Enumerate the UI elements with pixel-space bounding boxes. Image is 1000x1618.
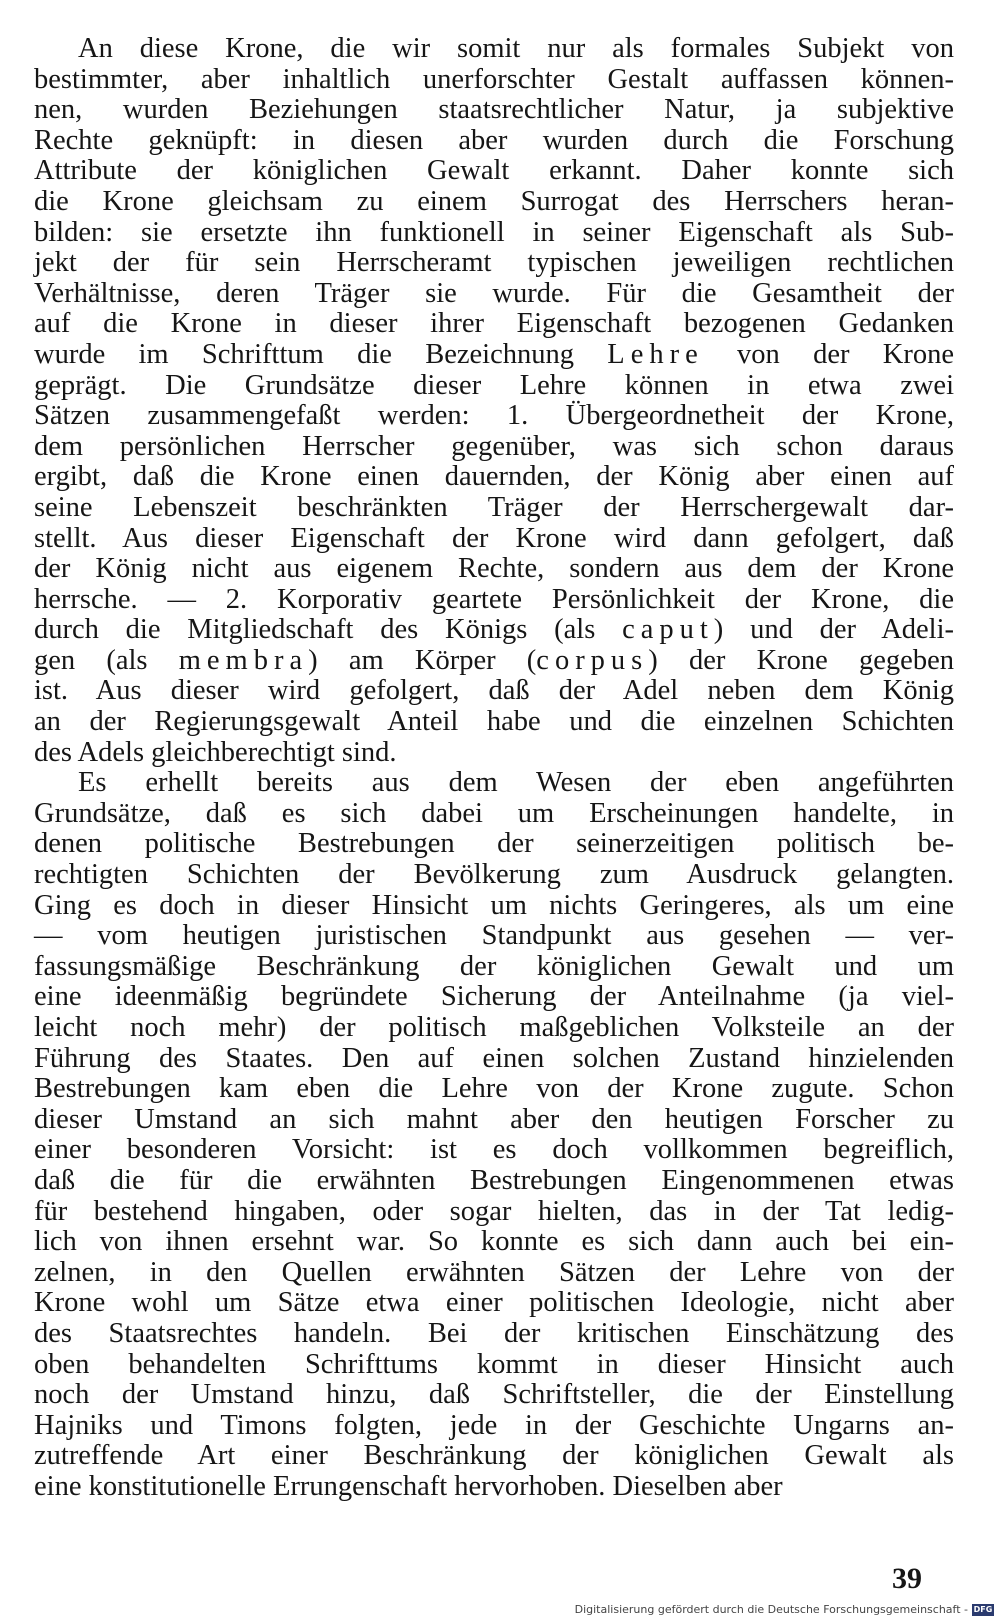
paragraph-1	[34, 34, 954, 768]
paragraph-2	[34, 768, 954, 1502]
text-line: ergibt, daß die Krone einen dauernden, der König aber einen auf	[34, 461, 954, 493]
text-line: denen politische Bestrebungen der seinerzeitigen politisch be-	[34, 828, 954, 860]
text-line: leicht noch mehr) der politisch maßgeblichen Volksteile an der	[34, 1012, 954, 1043]
text-line: an der Regierungsgewalt Anteil habe und die einzelnen Schichten	[34, 706, 954, 738]
text-segment: ) der Krone gegeben	[648, 644, 954, 676]
text-segment: wurde im Schrifttum die Bezeichnung	[34, 338, 608, 370]
text-line: oben behandelten Schrifttums kommt in dieser Hinsicht auch	[34, 1348, 954, 1380]
page-body	[34, 34, 954, 1503]
text-line: jekt der für sein Herrscheramt typischen jeweiligen rechtlichen	[34, 247, 954, 279]
text-line: nen, wurden Beziehungen staatsrechtlicher Natur, ja subjektive	[34, 94, 954, 126]
text-line	[34, 646, 954, 677]
text-line: noch der Umstand hinzu, daß Schriftsteller, die der Einstellung	[34, 1379, 954, 1411]
footer-credit-text: Digitalisierung gefördert durch die Deutsche Forschungsgemeinschaft -	[574, 1603, 968, 1616]
spaced-term: caput	[622, 614, 714, 646]
text-line: auf die Krone in dieser ihrer Eigenschaft bezogenen Gedanken	[34, 308, 954, 340]
text-line: des Staatsrechtes handeln. Bei der kritischen Einschätzung des	[34, 1317, 954, 1349]
text-line: An diese Krone, die wir somit nur als formales Subjekt von	[78, 33, 954, 64]
page-number: 39	[892, 1562, 922, 1595]
text-line	[34, 340, 954, 371]
text-segment: ) und der Adeli-	[713, 614, 954, 646]
text-line: Hajniks und Timons folgten, jede in der Geschichte Ungarns an-	[34, 1409, 954, 1441]
text-line: zelnen, in den Quellen erwähnten Sätzen der Lehre von der	[34, 1256, 954, 1288]
text-line: für bestehend hingaben, oder sogar hielten, das in der Tat ledig-	[34, 1195, 954, 1227]
text-line: Grundsätze, daß es sich dabei um Erscheinungen handelte, in	[34, 797, 954, 829]
text-line: eine konstitutionelle Errungenschaft hervorhoben. Dieselben aber	[34, 1470, 783, 1502]
text-line: zutreffende Art einer Beschränkung der königlichen Gewalt als	[34, 1440, 954, 1472]
text-line: rechtigten Schichten der Bevölkerung zum Ausdruck gelangten.	[34, 859, 954, 891]
text-line: Rechte geknüpft: in diesen aber wurden durch die Forschung	[34, 124, 954, 156]
text-segment: durch die Mitgliedschaft des Königs (als	[34, 614, 623, 646]
text-line: Führung des Staates. Den auf einen solchen Zustand hinzielenden	[34, 1042, 954, 1074]
text-line: geprägt. Die Grundsätze dieser Lehre können in etwa zwei	[34, 369, 954, 401]
text-segment: von der Krone	[703, 338, 954, 370]
text-line: fassungsmäßige Beschränkung der königlichen Gewalt und um	[34, 950, 954, 982]
dfg-logo-icon: DFG	[973, 1604, 993, 1614]
text-line: daß die für die erwähnten Bestrebungen Eingenommenen etwas	[34, 1164, 954, 1196]
text-line: einer besonderen Vorsicht: ist es doch vollkommen begreiflich,	[34, 1134, 954, 1166]
text-line: seine Lebenszeit beschränkten Träger der Herrschergewalt dar-	[34, 491, 954, 523]
text-line: Attribute der königlichen Gewalt erkannt. Daher konnte sich	[34, 155, 954, 187]
text-line: bilden: sie ersetzte ihn funktionell in seiner Eigenschaft als Sub-	[34, 216, 954, 248]
text-line: bestimmter, aber inhaltlich unerforschter Gestalt auffassen können-	[34, 63, 954, 95]
text-line: Es erhellt bereits aus dem Wesen der eben angeführten	[78, 767, 954, 799]
text-line: die Krone gleichsam zu einem Surrogat des Herrschers heran-	[34, 185, 954, 217]
text-line: lich von ihnen ersehnt war. So konnte es sich dann auch bei ein-	[34, 1226, 954, 1258]
text-line: des Adels gleichberechtigt sind.	[34, 736, 397, 768]
text-line: eine ideenmäßig begründete Sicherung der Anteilnahme (ja viel-	[34, 981, 954, 1013]
text-line: Bestrebungen kam eben die Lehre von der Krone zugute. Schon	[34, 1073, 954, 1105]
text-segment: ) am Körper (	[308, 644, 537, 676]
spaced-term: Lehre	[607, 338, 704, 370]
text-line: Ging es doch in dieser Hinsicht um nichts Geringeres, als um eine	[34, 889, 954, 921]
text-line: — vom heutigen juristischen Standpunkt aus gesehen — ver-	[34, 920, 954, 952]
text-line: ist. Aus dieser wird gefolgert, daß der Adel neben dem König	[34, 675, 954, 707]
text-line: Sätzen zusammengefaßt werden: 1. Übergeordnetheit der Krone,	[34, 400, 954, 432]
text-segment: gen (als	[34, 644, 179, 676]
spaced-term: membra	[178, 644, 309, 676]
text-line: Verhältnisse, deren Träger sie wurde. Für die Gesamtheit der	[34, 277, 954, 309]
spaced-term: corpus	[536, 644, 649, 676]
text-line: stellt. Aus dieser Eigenschaft der Krone wird dann gefolgert, daß	[34, 522, 954, 554]
text-line: herrsche. — 2. Korporativ geartete Persönlichkeit der Krone, die	[34, 583, 954, 615]
text-line: der König nicht aus eigenem Rechte, sondern aus dem der Krone	[34, 553, 954, 585]
text-line: dem persönlichen Herrscher gegenüber, was sich schon daraus	[34, 430, 954, 462]
text-line: Krone wohl um Sätze etwa einer politischen Ideologie, nicht aber	[34, 1287, 954, 1319]
digitization-footer	[575, 1603, 994, 1616]
text-line: dieser Umstand an sich mahnt aber den heutigen Forscher zu	[34, 1103, 954, 1135]
text-line	[34, 615, 954, 646]
